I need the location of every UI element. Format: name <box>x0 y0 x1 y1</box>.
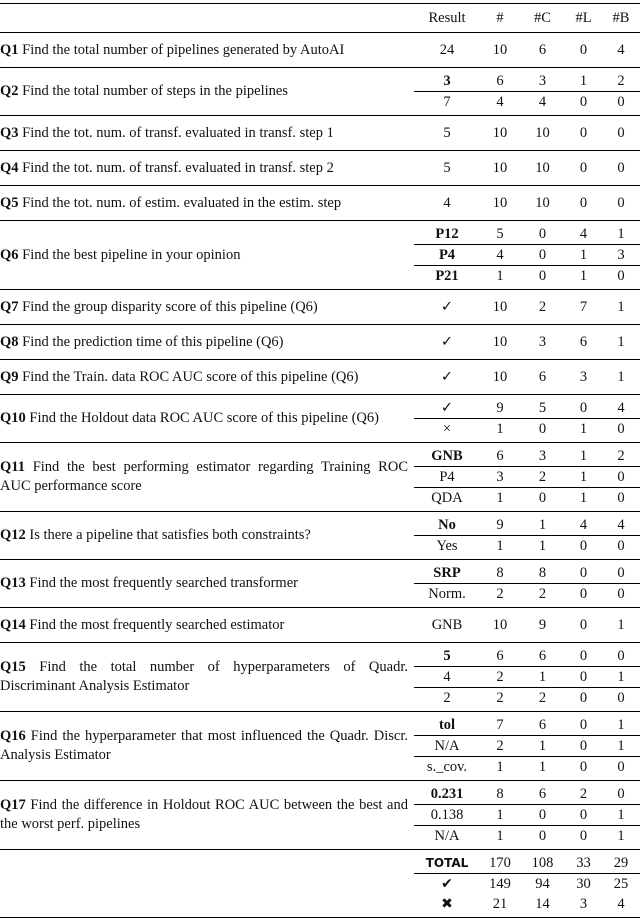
count-b: 1 <box>617 299 625 315</box>
total-count-b: 25 <box>613 876 629 892</box>
count-l: 0 <box>565 395 602 419</box>
question-group <box>0 395 640 443</box>
count: 9 <box>480 395 520 419</box>
count-c: 0 <box>538 490 547 506</box>
count-c: 9 <box>538 617 547 633</box>
count: 10 <box>492 195 508 211</box>
count-l: 0 <box>565 643 602 667</box>
question-text: Find the difference in Holdout ROC AUC between the best and the worst perf. pipelines <box>0 797 408 832</box>
count-c: 4 <box>538 94 547 110</box>
result-value: 4 <box>414 667 480 688</box>
count-l: 0 <box>579 690 588 706</box>
question-text: Find the best performing estimator regarding Training ROC AUC performance score <box>0 459 408 494</box>
count-l: 0 <box>579 759 588 775</box>
question-id: Q11 <box>0 459 25 475</box>
header-result: Result <box>428 9 466 26</box>
count-b: 0 <box>617 268 625 284</box>
result-value: s._cov. <box>426 759 468 775</box>
question-text: Find the prediction time of this pipeline (Q6) <box>22 333 284 350</box>
table-row <box>0 443 640 467</box>
result-value: P21 <box>435 268 459 284</box>
result-value: GNB <box>414 443 480 467</box>
question-group <box>0 290 640 325</box>
question-cell <box>0 151 414 186</box>
table-row <box>0 395 640 419</box>
total-count-c: 94 <box>535 876 550 892</box>
count: 1 <box>496 828 504 844</box>
count-c: 1 <box>520 667 565 688</box>
result-value: SRP <box>414 560 480 584</box>
question-id: Q2 <box>0 83 19 99</box>
result-value: 5 <box>414 643 480 667</box>
count: 2 <box>480 667 520 688</box>
count-c: 1 <box>538 759 547 775</box>
count-b: 2 <box>602 443 640 467</box>
count-c: 6 <box>520 781 565 805</box>
count: 9 <box>480 512 520 536</box>
count: 10 <box>492 369 508 385</box>
count-c: 1 <box>538 538 547 554</box>
count-l: 4 <box>565 512 602 536</box>
header-question <box>0 4 414 33</box>
result-value: N/A <box>434 828 460 844</box>
count-l: 1 <box>565 245 602 266</box>
result-value: Norm. <box>428 586 466 602</box>
question-id: Q15 <box>0 659 26 675</box>
question-text: Find the tot. num. of transf. evaluated in transf. step 1 <box>22 124 334 141</box>
result-value: P12 <box>414 221 480 245</box>
count-b: 0 <box>617 125 625 141</box>
cross-icon: ✖ <box>441 896 453 912</box>
count-b: 2 <box>602 68 640 92</box>
total-count: 21 <box>492 896 508 912</box>
count-b: 1 <box>617 617 625 633</box>
count-l: 0 <box>579 828 588 844</box>
count-b: 0 <box>617 586 625 602</box>
question-cell <box>0 186 414 221</box>
table-row <box>0 290 640 325</box>
count-l: 0 <box>579 94 588 110</box>
result-value: × <box>442 421 452 437</box>
count-b: 0 <box>617 490 625 506</box>
question-text: Find the most frequently searched transformer <box>29 575 298 591</box>
question-id: Q3 <box>0 124 19 141</box>
result-value: 5 <box>443 125 451 141</box>
count-l: 0 <box>565 736 602 757</box>
count: 10 <box>492 299 508 315</box>
count: 1 <box>496 490 504 506</box>
count-b: 3 <box>602 245 640 266</box>
count-l: 0 <box>579 617 588 633</box>
question-id: Q12 <box>0 527 26 543</box>
result-value: 3 <box>414 68 480 92</box>
count-c: 6 <box>520 712 565 736</box>
result-value: QDA <box>431 490 463 506</box>
table-row <box>0 325 640 360</box>
count-b: 1 <box>617 369 625 385</box>
count-l: 0 <box>565 560 602 584</box>
table-row <box>0 116 640 151</box>
count: 8 <box>480 560 520 584</box>
question-text: Find the Train. data ROC AUC score of this pipeline (Q6) <box>22 368 359 385</box>
count: 2 <box>480 736 520 757</box>
count-l: 2 <box>565 781 602 805</box>
count: 2 <box>496 690 504 706</box>
count: 10 <box>492 42 508 58</box>
count-c: 10 <box>535 160 550 176</box>
totals-group <box>0 850 640 918</box>
count: 10 <box>492 334 508 350</box>
table-row <box>0 781 640 805</box>
table-row <box>0 608 640 643</box>
count-b: 0 <box>602 781 640 805</box>
result-value: ✓ <box>440 369 454 385</box>
question-id: Q10 <box>0 410 26 426</box>
question-group <box>0 560 640 608</box>
total-count-l: 33 <box>565 850 602 874</box>
count-b: 0 <box>602 467 640 488</box>
totals-row <box>0 874 640 895</box>
question-id: Q13 <box>0 575 26 591</box>
question-group <box>0 186 640 221</box>
result-value: tol <box>414 712 480 736</box>
question-group <box>0 643 640 712</box>
count-c: 6 <box>520 643 565 667</box>
total-count-b: 29 <box>602 850 640 874</box>
count: 8 <box>480 781 520 805</box>
question-group <box>0 712 640 781</box>
count-c: 0 <box>538 421 547 437</box>
count-l: 0 <box>579 538 588 554</box>
count-b: 1 <box>602 805 640 826</box>
table-row <box>0 186 640 221</box>
count-l: 0 <box>579 586 588 602</box>
result-value: 0.138 <box>414 805 480 826</box>
question-group <box>0 781 640 850</box>
result-value: GNB <box>431 617 463 633</box>
question-group <box>0 33 640 68</box>
question-cell <box>0 116 414 151</box>
question-group <box>0 68 640 116</box>
blank-cell <box>0 850 414 874</box>
question-text: Find the tot. num. of estim. evaluated in the estim. step <box>22 194 342 211</box>
blank-cell <box>0 894 414 918</box>
count-l: 6 <box>579 334 588 350</box>
table-row <box>0 68 640 92</box>
result-value: ✓ <box>414 395 480 419</box>
count: 10 <box>492 617 508 633</box>
result-value: No <box>414 512 480 536</box>
count-c: 2 <box>538 299 547 315</box>
count-l: 0 <box>565 712 602 736</box>
question-group <box>0 116 640 151</box>
result-value: ✓ <box>440 334 454 350</box>
count-c: 10 <box>535 125 550 141</box>
question-id: Q6 <box>0 246 19 263</box>
question-group <box>0 360 640 395</box>
count-l: 0 <box>565 667 602 688</box>
count-l: 1 <box>565 467 602 488</box>
question-text: Find the best pipeline in your opinion <box>22 246 241 263</box>
question-cell <box>0 221 414 290</box>
totals-row <box>0 894 640 918</box>
total-count-b: 4 <box>617 896 625 912</box>
header-count: # <box>496 9 504 26</box>
question-group <box>0 221 640 290</box>
question-text: Find the tot. num. of transf. evaluated in transf. step 2 <box>22 159 334 176</box>
count: 1 <box>496 268 504 284</box>
question-cell <box>0 68 414 116</box>
count-l: 1 <box>579 421 588 437</box>
count-l: 0 <box>579 42 588 58</box>
table-row <box>0 712 640 736</box>
question-group <box>0 325 640 360</box>
result-value: 2 <box>443 690 451 706</box>
count: 10 <box>492 160 508 176</box>
question-cell <box>0 443 414 512</box>
question-text: Find the most frequently searched estimator <box>29 616 285 633</box>
check-icon: ✔ <box>441 876 453 892</box>
count-b: 4 <box>602 395 640 419</box>
header-row <box>0 4 640 33</box>
result-value: N/A <box>414 736 480 757</box>
total-count-l: 30 <box>576 876 591 892</box>
count: 2 <box>496 586 504 602</box>
question-cell <box>0 325 414 360</box>
count-c: 1 <box>520 736 565 757</box>
result-value: ✓ <box>440 299 454 315</box>
question-cell <box>0 512 414 560</box>
result-value: 7 <box>443 94 451 110</box>
question-text: Find the total number of pipelines generated by AutoAI <box>22 41 345 58</box>
question-id: Q7 <box>0 298 19 315</box>
count-c: 6 <box>538 369 547 385</box>
count-c: 1 <box>520 512 565 536</box>
result-value: 4 <box>443 195 451 211</box>
question-cell <box>0 608 414 643</box>
count-c: 0 <box>520 805 565 826</box>
count-b: 1 <box>602 712 640 736</box>
count-l: 7 <box>579 299 588 315</box>
question-text: Find the hyperparameter that most influenced the Quadr. Discr. Analysis Estimator <box>0 728 408 763</box>
question-cell <box>0 712 414 781</box>
count: 1 <box>480 805 520 826</box>
result-value: P4 <box>414 245 480 266</box>
count-b: 4 <box>602 512 640 536</box>
table-row <box>0 360 640 395</box>
total-count-l: 3 <box>579 896 588 912</box>
question-id: Q14 <box>0 616 26 633</box>
count-c: 0 <box>538 268 547 284</box>
question-group <box>0 443 640 512</box>
count-b: 0 <box>602 643 640 667</box>
question-cell <box>0 33 414 68</box>
count-b: 0 <box>617 94 625 110</box>
total-label: TOTAL <box>414 850 480 874</box>
count: 5 <box>480 221 520 245</box>
count-c: 0 <box>520 221 565 245</box>
count-c: 2 <box>520 467 565 488</box>
count-c: 2 <box>538 586 547 602</box>
question-text: Find the total number of hyperparameters of Quadr. Discriminant Analysis Estimator <box>0 659 408 694</box>
count-b: 1 <box>602 736 640 757</box>
count-l: 1 <box>579 490 588 506</box>
question-cell <box>0 643 414 712</box>
result-value: 24 <box>439 42 455 58</box>
count-b: 0 <box>617 759 625 775</box>
question-id: Q9 <box>0 368 19 385</box>
header-count-b: #B <box>612 9 630 26</box>
table-row <box>0 643 640 667</box>
question-text: Find the Holdout data ROC AUC score of this pipeline (Q6) <box>29 410 379 426</box>
count-b: 1 <box>617 828 625 844</box>
count-l: 0 <box>565 805 602 826</box>
count: 1 <box>496 421 504 437</box>
question-cell <box>0 290 414 325</box>
count-b: 1 <box>602 221 640 245</box>
question-group <box>0 151 640 186</box>
question-cell <box>0 360 414 395</box>
total-count: 149 <box>489 876 511 892</box>
table-row <box>0 221 640 245</box>
header-count-l: #L <box>575 9 592 26</box>
count-b: 0 <box>617 160 625 176</box>
header-count-c: #C <box>534 9 551 26</box>
table-row <box>0 560 640 584</box>
question-id: Q5 <box>0 194 19 211</box>
question-cell <box>0 395 414 443</box>
count: 4 <box>480 245 520 266</box>
count-l: 1 <box>565 68 602 92</box>
count-c: 0 <box>520 245 565 266</box>
count-c: 5 <box>520 395 565 419</box>
result-value: 5 <box>443 160 451 176</box>
totals-row <box>0 850 640 874</box>
question-id: Q1 <box>0 41 19 58</box>
count-l: 0 <box>579 195 588 211</box>
count: 1 <box>496 538 504 554</box>
question-text: Find the group disparity score of this pipeline (Q6) <box>22 298 318 315</box>
count: 6 <box>480 643 520 667</box>
count-l: 4 <box>565 221 602 245</box>
count-c: 2 <box>538 690 547 706</box>
question-id: Q17 <box>0 797 26 813</box>
count-b: 0 <box>617 538 625 554</box>
count-l: 3 <box>579 369 588 385</box>
total-count: 170 <box>480 850 520 874</box>
question-group <box>0 512 640 560</box>
table-row <box>0 33 640 68</box>
count: 1 <box>496 759 504 775</box>
count-c: 3 <box>520 443 565 467</box>
table-row <box>0 512 640 536</box>
result-value: Yes <box>436 538 458 554</box>
count-l: 0 <box>579 160 588 176</box>
question-id: Q4 <box>0 159 19 176</box>
question-cell <box>0 781 414 850</box>
question-group <box>0 608 640 643</box>
count: 6 <box>480 68 520 92</box>
count: 4 <box>496 94 504 110</box>
count-b: 0 <box>617 690 625 706</box>
blank-cell <box>0 874 414 895</box>
count: 3 <box>480 467 520 488</box>
result-value: 0.231 <box>414 781 480 805</box>
count-b: 1 <box>602 667 640 688</box>
count-c: 8 <box>520 560 565 584</box>
question-id: Q16 <box>0 728 26 744</box>
results-table <box>0 3 640 918</box>
count-b: 0 <box>602 560 640 584</box>
count: 10 <box>492 125 508 141</box>
count: 6 <box>480 443 520 467</box>
count-c: 6 <box>538 42 547 58</box>
question-cell <box>0 560 414 608</box>
count-c: 10 <box>535 195 550 211</box>
count-c: 3 <box>520 68 565 92</box>
count: 7 <box>480 712 520 736</box>
count-l: 1 <box>579 268 588 284</box>
question-text: Find the total number of steps in the pipelines <box>22 83 288 99</box>
table-row <box>0 151 640 186</box>
question-text: Is there a pipeline that satisfies both constraints? <box>29 527 311 543</box>
count-l: 1 <box>565 443 602 467</box>
result-value: P4 <box>414 467 480 488</box>
total-count-c: 14 <box>535 896 550 912</box>
count-b: 4 <box>617 42 625 58</box>
count-c: 0 <box>538 828 547 844</box>
count-l: 0 <box>579 125 588 141</box>
question-id: Q8 <box>0 333 19 350</box>
count-b: 0 <box>617 421 625 437</box>
count-b: 0 <box>617 195 625 211</box>
total-count-c: 108 <box>520 850 565 874</box>
count-b: 1 <box>617 334 625 350</box>
count-c: 3 <box>538 334 547 350</box>
